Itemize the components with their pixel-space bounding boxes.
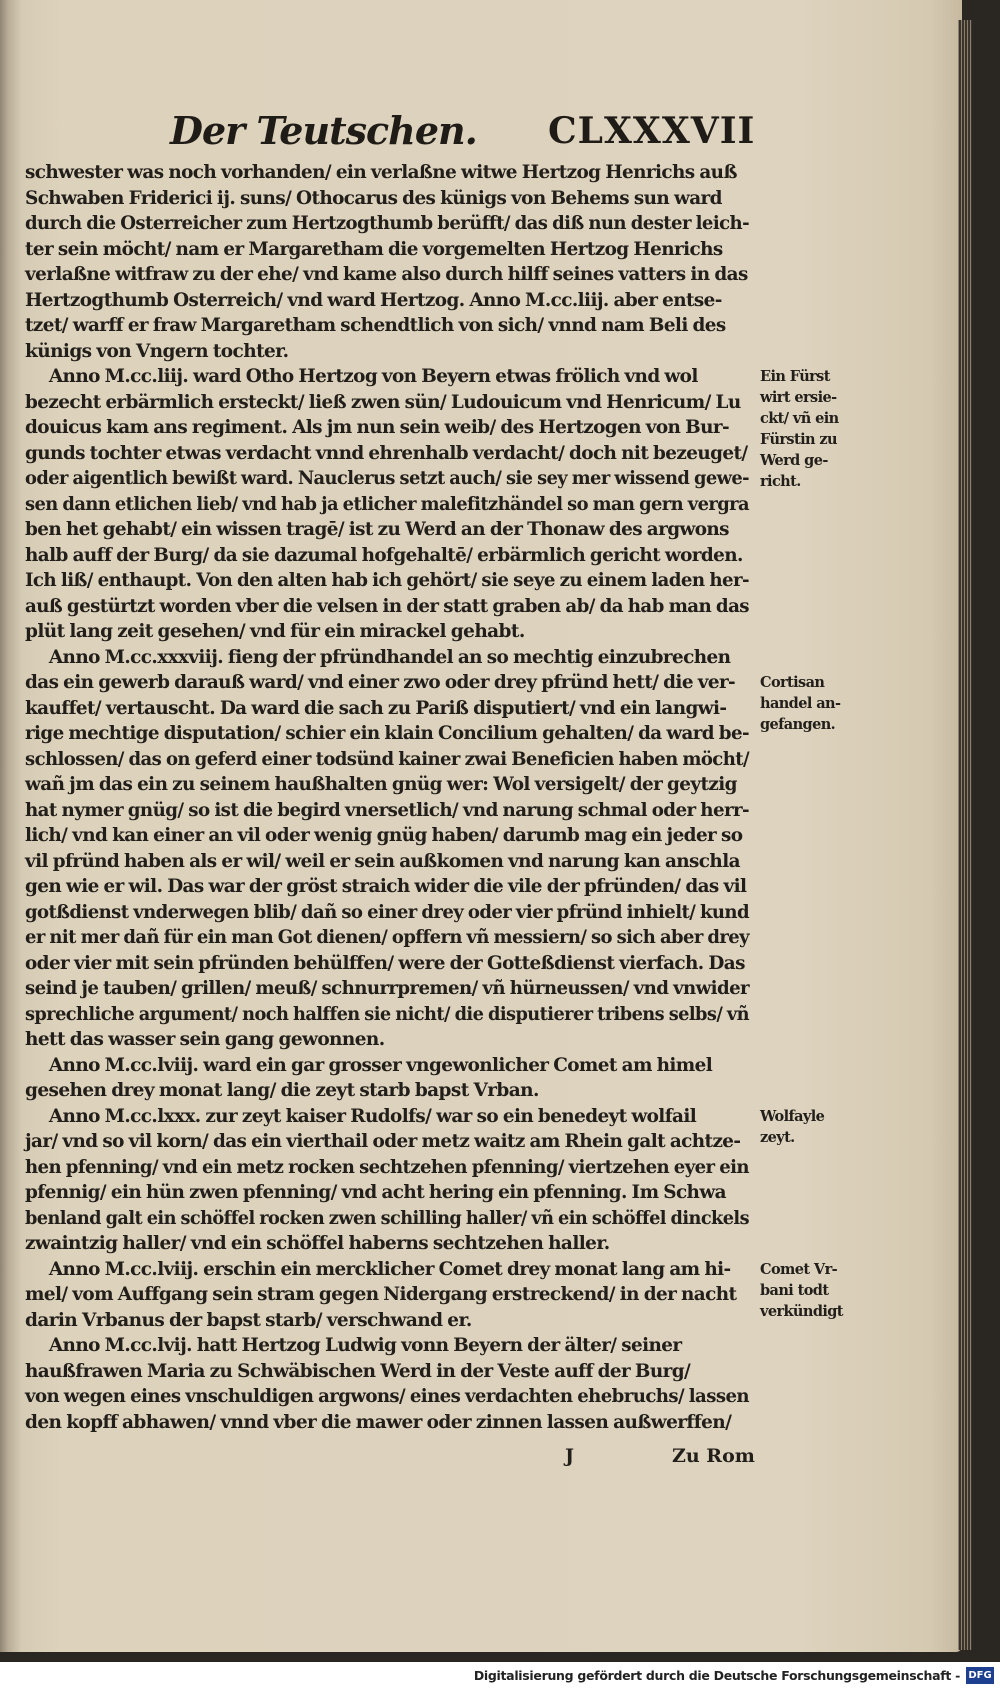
catchword: Zu Rom (672, 1445, 755, 1467)
text-line: durch die Osterreicher zum Hertzogthumb berüfft/ das diß nun dester leich- (25, 213, 749, 234)
text-block (25, 160, 753, 1435)
text-line: Anno M.cc.lviij. ward ein gar grosser vngewonlicher Comet am himel (48, 1054, 713, 1076)
text-line: haußfrawen Maria zu Schwäbischen Werd in der Veste auff der Burg/ (25, 1360, 691, 1382)
text-line: gen wie er wil. Das war der gröst straich wider die vile der pfründen/ das vil (25, 876, 747, 897)
text-line: bezecht erbärmlich ersteckt/ ließ zwen sün/ Ludouicum vnd Henricum/ Lu (25, 391, 741, 413)
margin-note-line: richt. (760, 473, 801, 490)
margin-note-line: Comet Vr- (760, 1260, 838, 1278)
text-line: hett das wasser sein gang gewonnen. (25, 1029, 385, 1050)
text-line: Anno M.cc.liij. ward Otho Hertzog von Beyern etwas frölich vnd wol (48, 366, 698, 387)
text-line: das ein gewerb darauß ward/ vnd einer zwo oder drey pfründ hett/ die ver- (25, 672, 736, 693)
text-line: gunds tochter etwas verdacht vnnd ehrenhalb verdacht/ doch nit bezeuget/ (25, 442, 748, 464)
text-line: vil pfründ haben als er wil/ weil er sein außkomen vnd narung kan anschla (25, 850, 740, 872)
text-line: kauffet/ vertauscht. Da ward die sach zu Pariß disputiert/ vnd ein langwi- (25, 697, 727, 719)
text-line: Anno M.cc.lviij. erschin ein mercklicher Comet drey monat lang am hi- (48, 1258, 731, 1280)
margin-note-line: Werd ge- (760, 452, 828, 469)
margin-note (760, 1259, 852, 1322)
margin-note (760, 366, 852, 492)
text-line: mel/ vom Auffgang sein stram gegen Nidergang erstreckend/ in der nacht (25, 1284, 737, 1305)
text-line: oder vier mit sein pfründen behülffen/ were der Gotteßdienst vierfach. Das (25, 952, 745, 974)
text-line: ter sein möcht/ nam er Margaretham die vorgemelten Hertzog Henrichs (25, 238, 723, 260)
text-line: benland galt ein schöffel rocken zwen schilling haller/ vñ ein schöffel dinckels (25, 1207, 749, 1229)
text-line: von wegen eines vnschuldigen argwons/ eines verdachten ehebruchs/ lassen (25, 1386, 749, 1407)
text-line: er nit mer dañ für ein man Got dienen/ opffern vñ messiern/ so sich aber drey (25, 927, 749, 948)
text-line: schlossen/ das on geferd einer todsünd kainer zwai Beneficien haben möcht/ (25, 748, 749, 770)
margin-note-line: ckt/ vñ ein (760, 410, 839, 427)
text-line: sen dann etlichen lieb/ vnd hab ja etlicher malefitzhändel so man gern vergra (25, 493, 749, 515)
footer-bar (0, 1662, 1000, 1690)
text-line: tzet/ warff er fraw Margaretham schendtlich von sich/ vnnd nam Beli des (25, 315, 726, 336)
text-line: plüt lang zeit gesehen/ vnd für ein mirackel gehabt. (25, 621, 525, 642)
text-line: jar/ vnd so vil korn/ das ein vierthail oder metz waitz am Rhein galt achtze- (25, 1131, 741, 1152)
text-line: sprechliche argument/ noch halffen sie nicht/ die disputierer tribens selbs/ vñ (25, 1003, 749, 1025)
text-line: künigs von Vngern tochter. (25, 340, 289, 362)
margin-note-line: Fürstin zu (760, 431, 837, 448)
margin-note-line: gefangen. (760, 716, 836, 733)
margin-note-line: verkündigt (760, 1302, 843, 1320)
text-line: Anno M.cc.lxxx. zur zeyt kaiser Rudolfs/ war so ein benedeyt wolfail (48, 1105, 697, 1127)
text-line: Hertzogthumb Osterreich/ vnd ward Hertzog. Anno M.cc.liij. aber entse- (25, 289, 722, 311)
text-line: hen pfenning/ vnd ein metz rocken sechtzehen pfenning/ viertzehen eyer ein (25, 1156, 749, 1178)
text-line: darin Vrbanus der bapst starb/ verschwand er. (25, 1309, 472, 1331)
text-line: lich/ vnd kan einer an vil oder wenig gnüg haben/ darumb mag ein jeder so (25, 825, 743, 846)
text-line: gotßdienst vnderwegen blib/ dañ so einer drey oder vier pfründ inhielt/ kund (25, 901, 749, 923)
text-line: oder aigentlich bewißt ward. Nauclerus setzt auch/ sie sey mer wissend gewe- (25, 468, 749, 489)
text-line: den kopff abhawen/ vnnd vber die mawer oder zinnen lassen außwerffen/ (25, 1411, 732, 1433)
running-title: Der Teutschen. (170, 108, 477, 153)
funding-credit: Digitalisierung gefördert durch die Deutsche Forschungsgemeinschaft - (473, 1668, 960, 1683)
margin-note-line: Ein Fürst (760, 368, 830, 385)
page-stack-edges (958, 20, 972, 1650)
text-line: hat nymer gnüg/ so ist die begird vnersetlich/ vnd narung schmal oder herr- (25, 799, 749, 821)
signature-mark: J (565, 1445, 574, 1467)
text-line: rige mechtige disputation/ schier ein klain Concilium gehalten/ da ward be- (25, 723, 749, 744)
text-line: pfennig/ ein hün zwen pfenning/ vnd acht hering ein pfenning. Im Schwa (25, 1182, 726, 1203)
margin-note (760, 672, 852, 735)
text-line: Anno M.cc.xxxviij. fieng der pfründhandel an so mechtig einzubrechen (48, 646, 731, 668)
margin-note (760, 1106, 852, 1148)
margin-note-line: zeyt. (760, 1128, 795, 1146)
text-line: halb auff der Burg/ da sie dazumal hofgehaltē/ erbärmlich gericht worden. (25, 544, 743, 566)
text-line: schwester was noch vorhanden/ ein verlaßne witwe Hertzog Henrichs auß (25, 162, 737, 183)
text-line: gesehen drey monat lang/ die zeyt starb bapst Vrban. (25, 1080, 539, 1101)
text-line: wañ jm das ein zu seinem haußhalten gnüg wer: Wol versigelt/ der geytzig (25, 774, 737, 795)
text-line: Schwaben Friderici ij. suns/ Othocarus des künigs von Behems sun ward (25, 187, 722, 209)
margin-note-line: Cortisan (760, 674, 825, 691)
text-line: zwaintzig haller/ vnd ein schöffel haberns sechtzehen haller. (25, 1233, 610, 1254)
text-line: Ich liß/ enthaupt. Von den alten hab ich gehört/ sie seye zu einem laden her- (25, 570, 749, 591)
text-line: ben het gehabt/ ein wissen tragē/ ist zu Werd an der Thonaw des argwons (25, 519, 729, 540)
text-line: verlaßne witfraw zu der ehe/ vnd kame also durch hilff seines vatters in das (25, 264, 748, 285)
text-line: Anno M.cc.lvij. hatt Hertzog Ludwig vonn Beyern der älter/ seiner (48, 1335, 682, 1356)
text-line: auß gestürtzt worden vber die velsen in der statt graben ab/ da hab man das (25, 595, 749, 617)
text-line: seind je tauben/ grillen/ meuß/ schnurrpremen/ vñ hürneussen/ vnd vnwider (25, 978, 749, 999)
text-line: douicus kam ans regiment. Als jm nun sein weib/ des Hertzogen von Bur- (25, 417, 730, 438)
dfg-logo: DFG (966, 1667, 994, 1684)
margin-note-line: Wolfayle (760, 1107, 825, 1125)
folio-number: CLXXXVII (548, 110, 756, 152)
margin-note-line: handel an- (760, 695, 841, 712)
margin-note-line: wirt ersie- (760, 389, 837, 406)
margin-note-line: bani todt (760, 1281, 829, 1299)
